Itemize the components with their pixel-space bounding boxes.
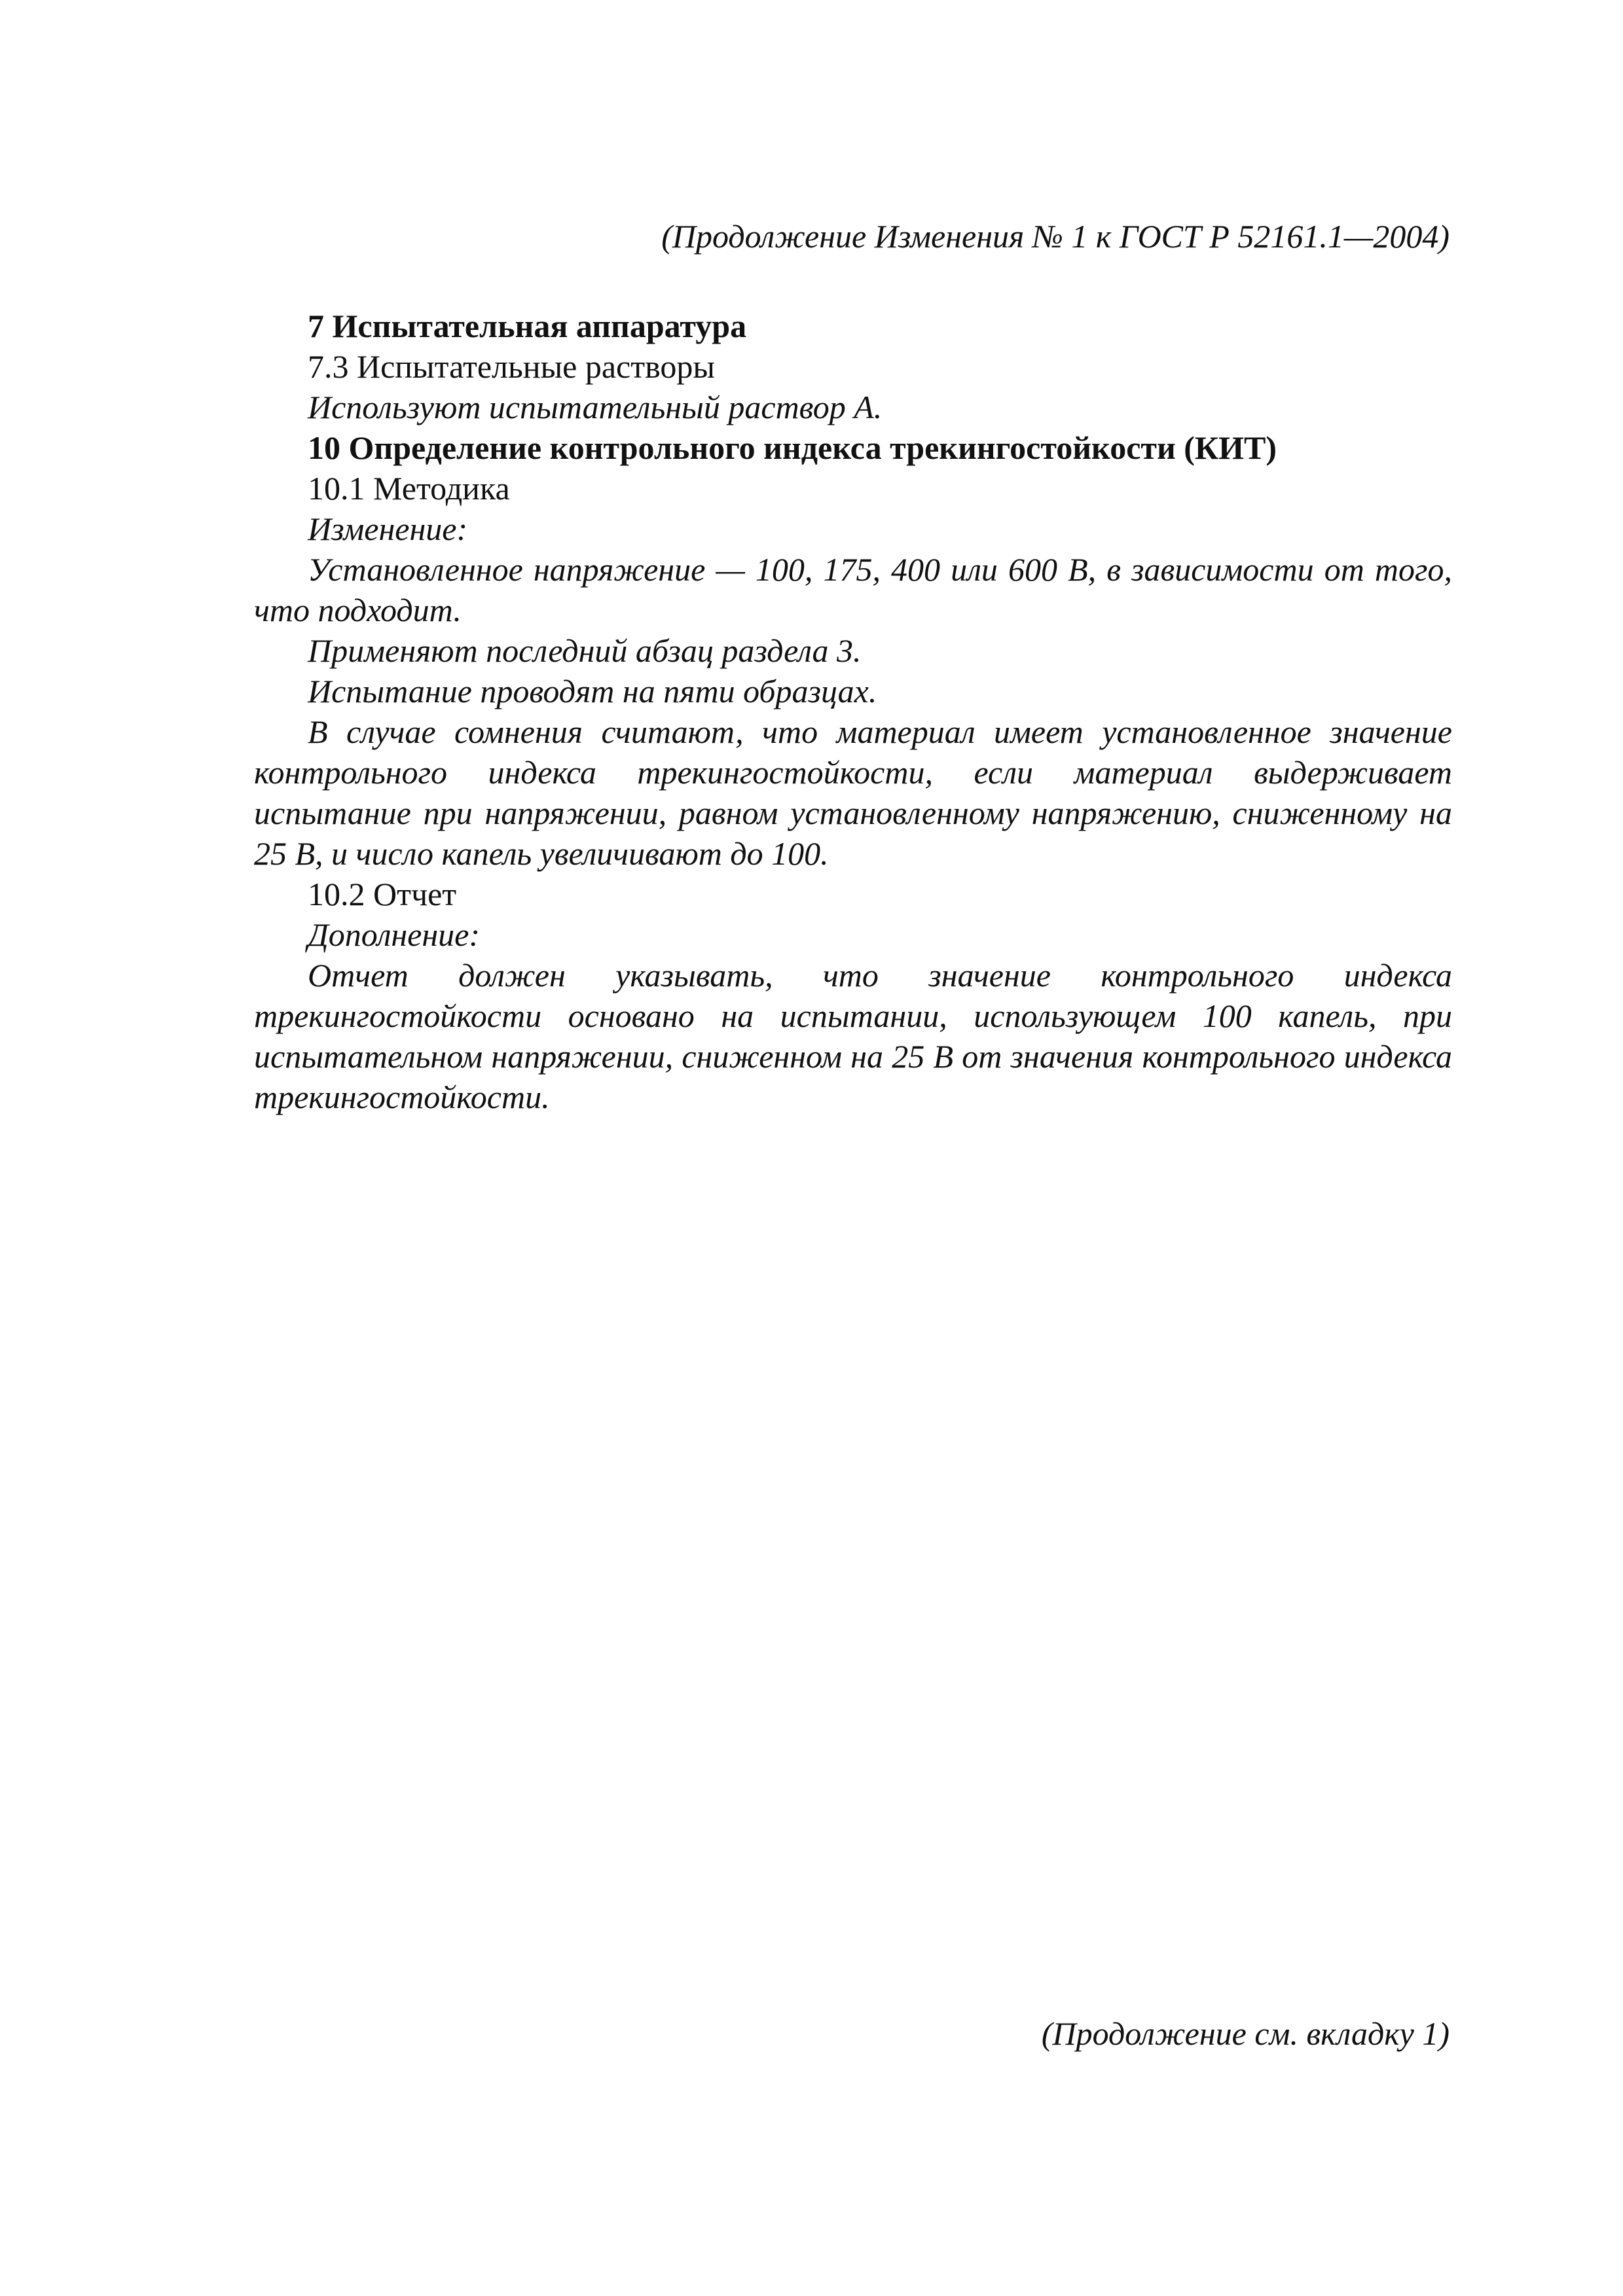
subsection-10-1-heading: 10.1 Методика: [308, 470, 510, 507]
section-10-heading: 10 Определение контрольного индекса трекингостойкости (КИТ): [308, 429, 1277, 466]
section-7-heading: 7 Испытательная аппаратура: [308, 308, 747, 344]
subsection-7-3-heading: 7.3 Испытательные растворы: [308, 348, 715, 385]
report-paragraph: Отчет должен указывать, что значение контрольного индекса трекингостойкости основано на испытании, использующем 100 капель, при испытательном напряжении, сниженном на 25 В от значения контрольного индекса трекингостойкости.: [254, 957, 1452, 1115]
change-label: Изменение:: [308, 511, 468, 547]
continuation-header: (Продолжение Изменения № 1 к ГОСТ Р 52161.1—2004): [661, 218, 1450, 255]
voltage-paragraph: Установленное напряжение — 100, 175, 400 или 600 В, в зависимости от того, что подходит.: [254, 551, 1452, 628]
subsection-7-3-text: Используют испытательный раствор А.: [308, 389, 883, 425]
five-samples-note: Испытание проводят на пяти образцах.: [308, 673, 877, 709]
doubt-paragraph: В случае сомнения считают, что материал имеет установленное значение контрольного индекса трекингостойкости, если материал выдерживает испытание при напряжении, равном установленному напряжению, сниженному на 25 В, и число капель увеличивают до 100.: [254, 713, 1452, 872]
document-body: [254, 306, 1452, 1117]
subsection-10-2-heading: 10.2 Отчет: [308, 876, 457, 912]
last-paragraph-note: Применяют последний абзац раздела 3.: [308, 632, 862, 669]
continuation-footer: (Продолжение см. вкладку 1): [1041, 2015, 1450, 2052]
addition-label: Дополнение:: [308, 916, 481, 953]
